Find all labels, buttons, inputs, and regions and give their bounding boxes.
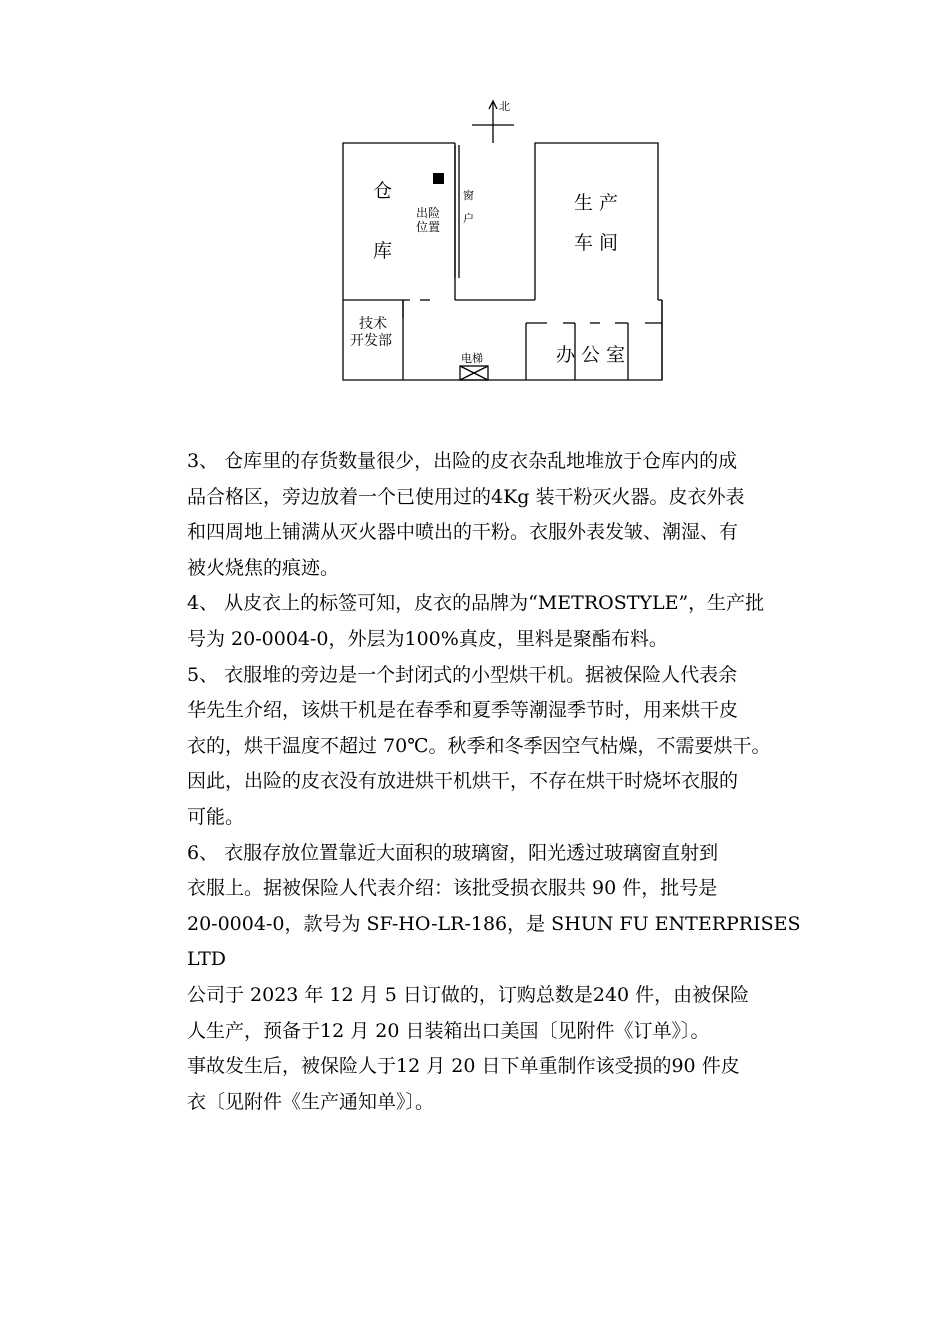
paragraph-5-line: 因此，出险的皮衣没有放进烘干机烘干，不存在烘干时烧坏衣服的 — [187, 770, 739, 793]
tech-dept-label-2: 开发部 — [350, 333, 392, 349]
paragraph-5-line: 华先生介绍，该烘干机是在春季和夏季等潮湿季节时，用来烘干皮 — [187, 699, 739, 722]
workshop-label-1: 生 产 — [574, 192, 619, 214]
window-label-2: 户 — [463, 212, 474, 225]
paragraph-6-line: 衣〔见附件《生产通知单》〕。 — [187, 1090, 435, 1113]
paragraph-3-line: 品合格区，旁边放着一个已使用过的4Kg 装干粉灭火器。皮衣外表 — [187, 485, 745, 508]
elevator-label: 电梯 — [461, 352, 483, 365]
paragraph-6-line: 公司于 2023 年 12 月 5 日订做的，订购总数是240 件，由被保险 — [187, 983, 750, 1006]
paragraph-4-line: 4、 从皮衣上的标签可知，皮衣的品牌为“METROSTYLE”，生产批 — [187, 592, 765, 615]
warehouse-label-2: 库 — [373, 240, 393, 262]
paragraph-6-line: 20-0004-0，款号为 SF-HO-LR-186，是 SHUN FU ENTERPRISES — [187, 912, 801, 935]
paragraph-6-line: LTD — [187, 948, 226, 971]
floor-plan-diagram — [0, 0, 950, 420]
accident-location-label-1: 出险 — [416, 206, 441, 220]
paragraph-6-line: 事故发生后，被保险人于12 月 20 日下单重制作该受损的90 件皮 — [187, 1055, 740, 1078]
office-label: 办 公 室 — [556, 344, 626, 366]
workshop-label-2: 车 间 — [574, 232, 619, 254]
workshop-wall — [535, 143, 658, 300]
north-label: 北 — [499, 100, 510, 113]
paragraph-5-line: 5、 衣服堆的旁边是一个封闭式的小型烘干机。据被保险人代表余 — [187, 663, 738, 686]
paragraph-6-line: 衣服上。据被保险人代表介绍：该批受损衣服共 90 件，批号是 — [187, 877, 718, 900]
paragraph-6-line: 6、 衣服存放位置靠近大面积的玻璃窗，阳光透过玻璃窗直射到 — [187, 841, 719, 864]
paragraph-5-line: 可能。 — [187, 805, 245, 828]
body-text — [187, 444, 867, 1120]
paragraph-6-line: 人生产，预备于12 月 20 日装箱出口美国〔见附件《订单》〕。 — [187, 1019, 710, 1042]
paragraph-3-line: 和四周地上铺满从灭火器中喷出的干粉。衣服外表发皱、潮湿、有 — [187, 521, 739, 544]
paragraph-4-line: 号为 20-0004-0，外层为100%真皮，里料是聚酯布料。 — [187, 627, 668, 650]
accident-location-label-2: 位置 — [416, 220, 441, 234]
paragraph-5-line: 衣的，烘干温度不超过 70℃。秋季和冬季因空气枯燥，不需要烘干。 — [187, 734, 771, 757]
paragraph-3-line: 被火烧焦的痕迹。 — [187, 556, 340, 579]
window-label-1: 窗 — [463, 189, 474, 202]
warehouse-label-1: 仓 — [373, 180, 393, 202]
tech-dept-label-1: 技术 — [359, 316, 387, 332]
accident-location-marker — [433, 173, 444, 184]
paragraph-3-line: 3、 仓库里的存货数量很少，出险的皮衣杂乱地堆放于仓库内的成 — [187, 450, 738, 472]
